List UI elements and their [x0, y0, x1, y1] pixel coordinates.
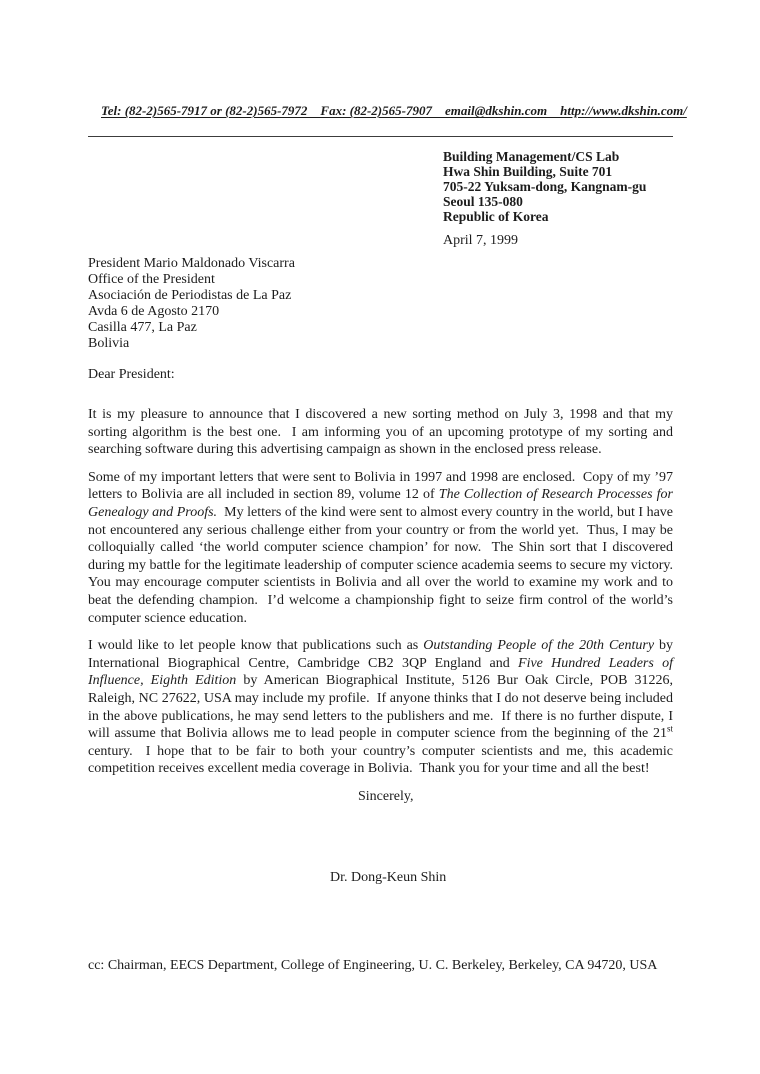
recipient-address-line: Asociación de Periodistas de La Paz: [88, 288, 292, 303]
letterhead-contact-line: Tel: (82-2)565-7917 or (82-2)565-7972 Fax: (82-2)565-7907 email@dkshin.com http://www.dkshin.com/: [101, 103, 687, 118]
sender-address-line: Building Management/CS Lab: [443, 149, 620, 164]
text-segment-italic: Five Hundred Leaders of Influence, Eighth Edition: [88, 655, 677, 689]
recipient-address-line: Bolivia: [88, 336, 130, 351]
recipient-address-line: Avda 6 de Agosto 2170: [88, 304, 220, 319]
cc-line: cc: Chairman, EECS Department, College of Engineering, U. C. Berkeley, Berkeley, CA 94720, USA: [88, 958, 658, 974]
body-paragraph: [88, 469, 680, 627]
text-segment: by International Biographical Centre, Cambridge CB2 3QP England and: [88, 638, 677, 671]
recipient-address-line: Casilla 477, La Paz: [88, 320, 197, 335]
text-segment-sup: st: [666, 723, 673, 734]
date-line: April 7, 1999: [443, 233, 519, 248]
sender-address-line: Republic of Korea: [443, 209, 549, 224]
text-segment-italic: The Collection of Research Processes for Genealogy and Proofs.: [88, 487, 677, 520]
signature-name: Dr. Dong-Keun Shin: [330, 870, 447, 886]
body-paragraph: [88, 637, 677, 778]
body-paragraph: [88, 406, 677, 459]
sender-address-line: Seoul 135-080: [443, 194, 523, 209]
text-segment: I would like to let people know that publications such as: [88, 638, 424, 654]
text-segment: It is my pleasure to announce that I discovered a new sorting method on July 3, 1998 and that my sorting algorithm is the best one. I am informing you of an upcoming prototype of my sorting and searching software during this advertising campaign as shown in the enclosed press release.: [88, 407, 677, 458]
letter-body: [88, 406, 680, 778]
text-segment: century. I hope that to be fair to both your country’s computer scientists and me, this academic competition receives excellent media coverage in Bolivia. Thank you for your time and all the best!: [88, 726, 677, 777]
letterhead-rule: [88, 88, 687, 137]
salutation: Dear President:: [88, 367, 175, 382]
closing-sincerely: Sincerely,: [358, 788, 414, 804]
recipient-address-line: Office of the President: [88, 272, 215, 287]
sender-address-line: Hwa Shin Building, Suite 701: [443, 164, 613, 179]
recipient-address-block: [88, 256, 673, 352]
text-segment: Some of my important letters that were sent to Bolivia in 1997 and 1998 are enclosed. Copy of my ’97 letters to Bolivia are all included in section 89, volume 12 of: [88, 469, 677, 503]
sender-address-line: 705-22 Yuksam-dong, Kangnam-gu: [443, 179, 647, 194]
recipient-address-line: President Mario Maldonado Viscarra: [88, 256, 295, 271]
text-segment-italic: Outstanding People of the 20th Century: [423, 638, 655, 654]
text-segment: by American Biographical Institute, 5126 Bur Oak Circle, POB 31226, Raleigh, NC 27622, USA may include my profile. If anyone thinks that I do not deserve being included in the above publications, he may send letters to the publishers and me. If there is no further dispute, I will assume that Bolivia allows me to lead people in computer science from the beginning of the 21: [88, 673, 677, 742]
sender-address-block: [443, 149, 673, 224]
text-segment: My letters of the kind were sent to almost every country in the world, but I have not encountered any serious challenge either from your country or from the world yet. Thus, I may be colloquially called ‘the world computer science champion’ for now. The Shin sort that I discovered during my battle for the legitimate leadership of computer science academia seems to secure my victory. You may encourage computer scientists in Bolivia and all over the world to examine my work and to beat the defending champion. I’d welcome a championship fight to seize firm control of the world’s computer science education.: [88, 504, 680, 626]
